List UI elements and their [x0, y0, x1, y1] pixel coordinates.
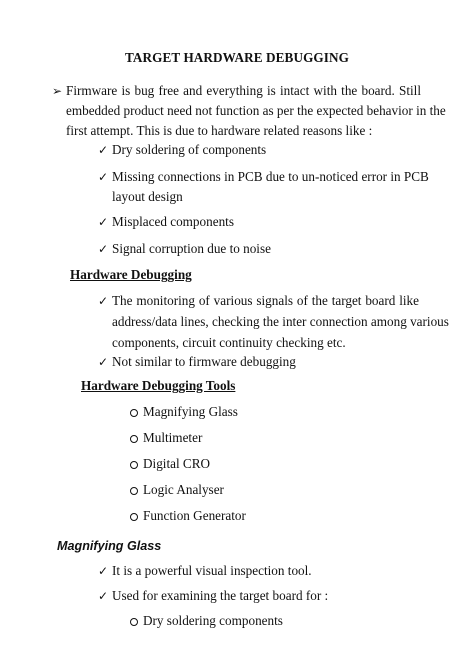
reason-item-2-cont: layout design [112, 189, 183, 204]
hw-item-1-line-2: address/data lines, checking the inter connection among various [112, 314, 449, 329]
check-icon: ✓ [98, 143, 109, 157]
reason-item-3: Misplaced components [112, 214, 234, 229]
mg-item-2: Used for examining the target board for : [112, 588, 329, 603]
hw-item-2: Not similar to firmware debugging [112, 354, 296, 369]
circle-bullet-icon [130, 461, 138, 469]
arrow-bullet-icon: ➢ [52, 84, 63, 98]
check-icon: ✓ [98, 589, 109, 603]
tool-item: Logic Analyser [143, 482, 224, 497]
section-heading-magnifying-glass: Magnifying Glass [57, 539, 162, 553]
hw-item-1-line-1: The monitoring of various signals of the target board like [112, 293, 419, 308]
reason-item-1: Dry soldering of components [112, 142, 267, 157]
tool-item: Multimeter [143, 430, 203, 445]
intro-line-2: embedded product need not function as per the expected behavior in the [66, 103, 446, 118]
section-heading-tools: Hardware Debugging Tools [81, 378, 236, 393]
circle-bullet-icon [130, 435, 138, 443]
tool-item: Magnifying Glass [143, 404, 238, 419]
circle-bullet-icon [130, 487, 138, 495]
intro-line-1: Firmware is bug free and everything is intact with the board. Still [66, 83, 421, 98]
intro-line-3: first attempt. This is due to hardware related reasons like : [66, 123, 373, 138]
circle-bullet-icon [130, 618, 138, 626]
mg-item-1: It is a powerful visual inspection tool. [112, 563, 312, 578]
mg-subitem: Dry soldering components [143, 613, 283, 628]
reason-item-4: Signal corruption due to noise [112, 241, 271, 256]
check-icon: ✓ [98, 355, 109, 369]
tool-item: Function Generator [143, 508, 246, 523]
circle-bullet-icon [130, 513, 138, 521]
page-title: TARGET HARDWARE DEBUGGING [124, 50, 350, 65]
check-icon: ✓ [98, 294, 109, 308]
check-icon: ✓ [98, 564, 109, 578]
reason-item-2: Missing connections in PCB due to un-noticed error in PCB [112, 169, 429, 184]
tool-item: Digital CRO [143, 456, 211, 471]
check-icon: ✓ [98, 170, 109, 184]
circle-bullet-icon [130, 409, 138, 417]
check-icon: ✓ [98, 215, 109, 229]
check-icon: ✓ [98, 242, 109, 256]
section-heading-hardware-debugging: Hardware Debugging [70, 267, 192, 282]
hw-item-1-line-3: components, circuit continuity checking etc. [112, 335, 346, 350]
